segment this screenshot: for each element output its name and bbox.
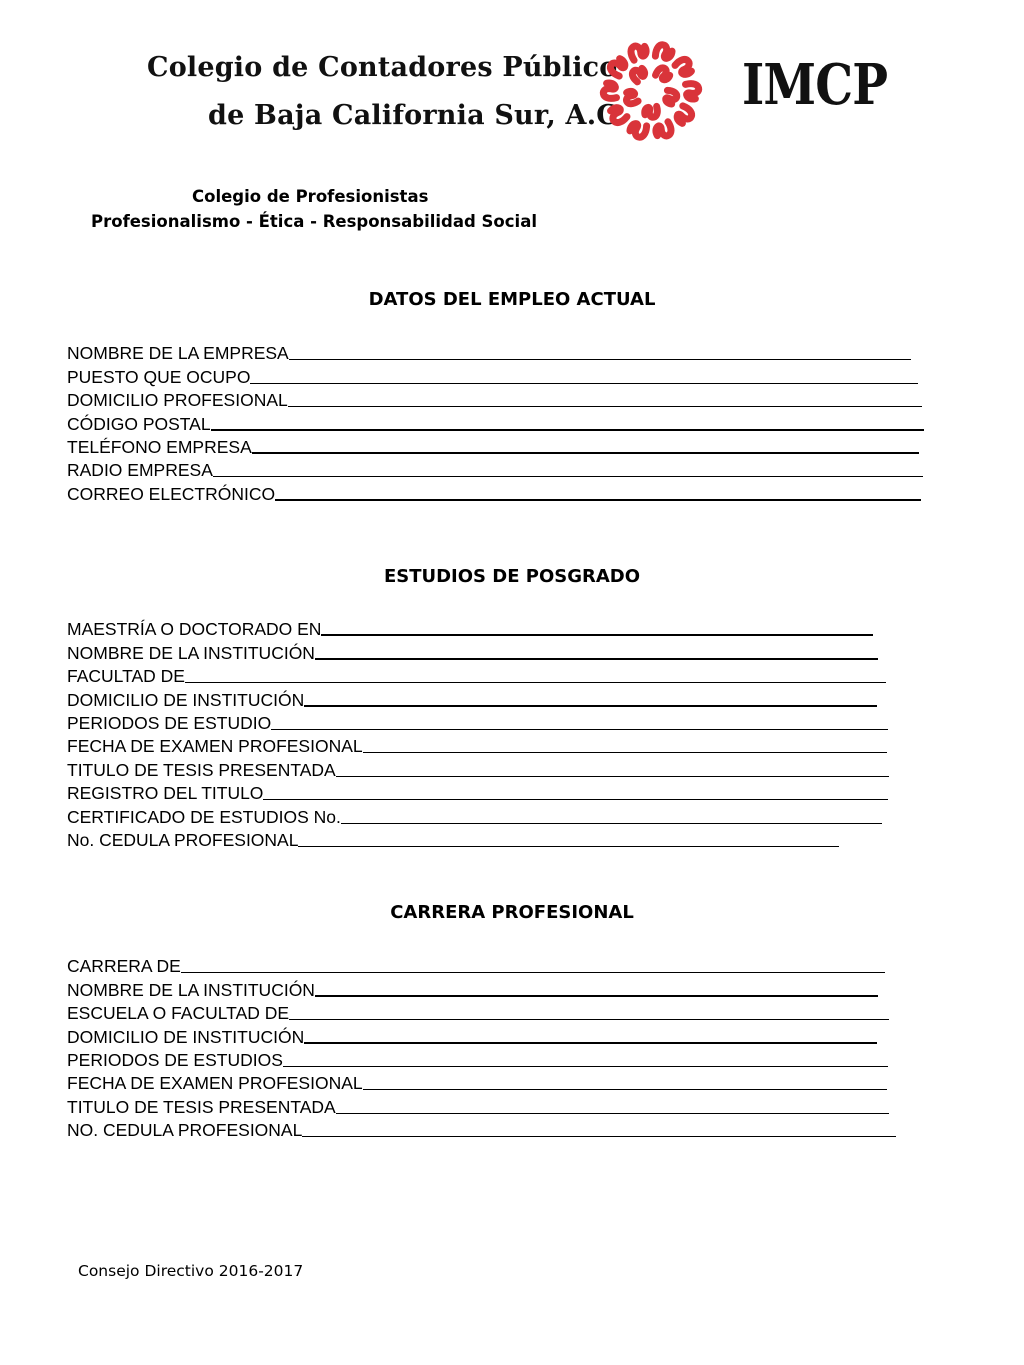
field-label: CÓDIGO POSTAL <box>67 413 211 434</box>
form-carrera <box>67 953 896 1140</box>
form-field[interactable] <box>67 457 924 480</box>
form-field[interactable] <box>67 710 889 733</box>
field-input-line[interactable] <box>298 846 839 847</box>
field-input-line[interactable] <box>289 1019 889 1020</box>
form-field[interactable] <box>67 480 924 503</box>
logo-ribbon-icon <box>655 66 672 82</box>
field-label: MAESTRÍA O DOCTORADO EN <box>67 619 322 640</box>
subtitle-line1: Colegio de Profesionistas <box>192 187 429 206</box>
field-input-line[interactable] <box>302 1136 896 1137</box>
logo-ribbon-icon <box>655 43 674 60</box>
imcp-acronym: IMCP <box>742 52 888 118</box>
form-field[interactable] <box>67 733 889 756</box>
subtitle-line2: Profesionalismo - Ética - Responsabilidad Social <box>91 212 537 231</box>
field-input-line[interactable] <box>315 995 878 997</box>
field-input-line[interactable] <box>341 823 882 824</box>
form-field[interactable] <box>67 363 924 386</box>
field-label: FACULTAD DE <box>67 666 185 687</box>
field-label: CORREO ELECTRÓNICO <box>67 483 276 504</box>
field-input-line[interactable] <box>363 752 887 753</box>
form-field[interactable] <box>67 387 924 410</box>
form-field[interactable] <box>67 803 889 826</box>
form-field[interactable] <box>67 953 896 976</box>
field-input-line[interactable] <box>213 476 923 477</box>
field-input-line[interactable] <box>211 429 924 431</box>
field-input-line[interactable] <box>336 1113 889 1114</box>
form-field[interactable] <box>67 434 924 457</box>
field-input-line[interactable] <box>263 799 888 800</box>
form-field[interactable] <box>67 756 889 779</box>
form-field[interactable] <box>67 1047 896 1070</box>
field-label: DOMICILIO DE INSTITUCIÓN <box>67 689 305 710</box>
field-input-line[interactable] <box>283 1066 888 1067</box>
logo-ribbon-icon <box>629 121 648 138</box>
field-input-line[interactable] <box>363 1089 887 1090</box>
field-label: ESCUELA O FACULTAD DE <box>67 1003 290 1024</box>
field-label: CARRERA DE <box>67 956 181 977</box>
form-field[interactable] <box>67 1070 896 1093</box>
field-input-line[interactable] <box>304 705 877 707</box>
field-label: PUESTO QUE OCUPO <box>67 366 251 387</box>
form-posgrado <box>67 616 889 850</box>
field-label: TITULO DE TESIS PRESENTADA <box>67 1096 336 1117</box>
footer-text: Consejo Directivo 2016-2017 <box>78 1262 304 1280</box>
section-heading-posgrado: ESTUDIOS DE POSGRADO <box>383 566 641 587</box>
form-field[interactable] <box>67 1093 896 1116</box>
field-input-line[interactable] <box>289 359 911 360</box>
field-label: TITULO DE TESIS PRESENTADA <box>67 759 336 780</box>
logo-ribbon-icon <box>608 56 628 76</box>
field-input-line[interactable] <box>185 682 886 683</box>
form-empleo <box>67 340 924 504</box>
logo-ribbon-icon <box>630 66 647 82</box>
field-label: DOMICILIO DE INSTITUCIÓN <box>67 1026 305 1047</box>
field-label: PERIODOS DE ESTUDIO <box>67 712 272 733</box>
form-field[interactable] <box>67 340 924 363</box>
field-label: CERTIFICADO DE ESTUDIOS No. <box>67 806 341 827</box>
field-label: NO. CEDULA PROFESIONAL <box>67 1120 303 1141</box>
form-field[interactable] <box>67 639 889 662</box>
field-label: RADIO EMPRESA <box>67 460 213 481</box>
field-label: No. CEDULA PROFESIONAL <box>67 829 299 850</box>
field-input-line[interactable] <box>275 499 921 501</box>
imcp-logo-icon <box>590 30 712 152</box>
logo-ribbon-icon <box>674 105 694 125</box>
form-field[interactable] <box>67 663 889 686</box>
field-input-line[interactable] <box>181 972 885 973</box>
field-label: TELÉFONO EMPRESA <box>67 436 252 457</box>
section-heading-carrera: CARRERA PROFESIONAL <box>390 902 634 923</box>
field-label: DOMICILIO PROFESIONAL <box>67 390 288 411</box>
field-input-line[interactable] <box>252 452 919 454</box>
logo-ribbon-icon <box>664 90 678 105</box>
field-label: FECHA DE EXAMEN PROFESIONAL <box>67 736 363 757</box>
form-field[interactable] <box>67 1023 896 1046</box>
form-field[interactable] <box>67 686 889 709</box>
org-name-line1: Colegio de Contadores Público <box>147 52 618 83</box>
form-field[interactable] <box>67 976 896 999</box>
org-name-line2: de Baja California Sur, A.C. <box>208 100 628 131</box>
form-field[interactable] <box>67 827 889 850</box>
field-label: REGISTRO DEL TITULO <box>67 783 264 804</box>
form-field[interactable] <box>67 410 924 433</box>
logo-ribbon-icon <box>624 90 638 105</box>
field-input-line[interactable] <box>271 729 888 730</box>
logo-ribbon-icon <box>629 43 648 60</box>
logo-ribbon-icon <box>603 83 616 98</box>
form-field[interactable] <box>67 780 889 803</box>
logo-ribbon-icon <box>675 57 695 77</box>
field-label: NOMBRE DE LA INSTITUCIÓN <box>67 642 315 663</box>
field-input-line[interactable] <box>250 383 918 384</box>
field-input-line[interactable] <box>321 634 873 636</box>
field-label: FECHA DE EXAMEN PROFESIONAL <box>67 1073 363 1094</box>
field-input-line[interactable] <box>315 658 878 660</box>
section-heading-empleo: DATOS DEL EMPLEO ACTUAL <box>368 289 656 310</box>
logo-ribbon-icon <box>608 105 628 125</box>
field-input-line[interactable] <box>288 406 922 407</box>
form-field[interactable] <box>67 1000 896 1023</box>
field-label: NOMBRE DE LA EMPRESA <box>67 343 289 364</box>
field-label: PERIODOS DE ESTUDIOS <box>67 1049 283 1070</box>
logo-ribbon-icon <box>686 84 699 99</box>
logo-ribbon-icon <box>654 122 673 139</box>
form-field[interactable] <box>67 1117 896 1140</box>
field-input-line[interactable] <box>304 1042 877 1044</box>
field-input-line[interactable] <box>336 776 889 777</box>
form-field[interactable] <box>67 616 889 639</box>
logo-ribbon-icon <box>645 106 658 117</box>
field-label: NOMBRE DE LA INSTITUCIÓN <box>67 979 315 1000</box>
